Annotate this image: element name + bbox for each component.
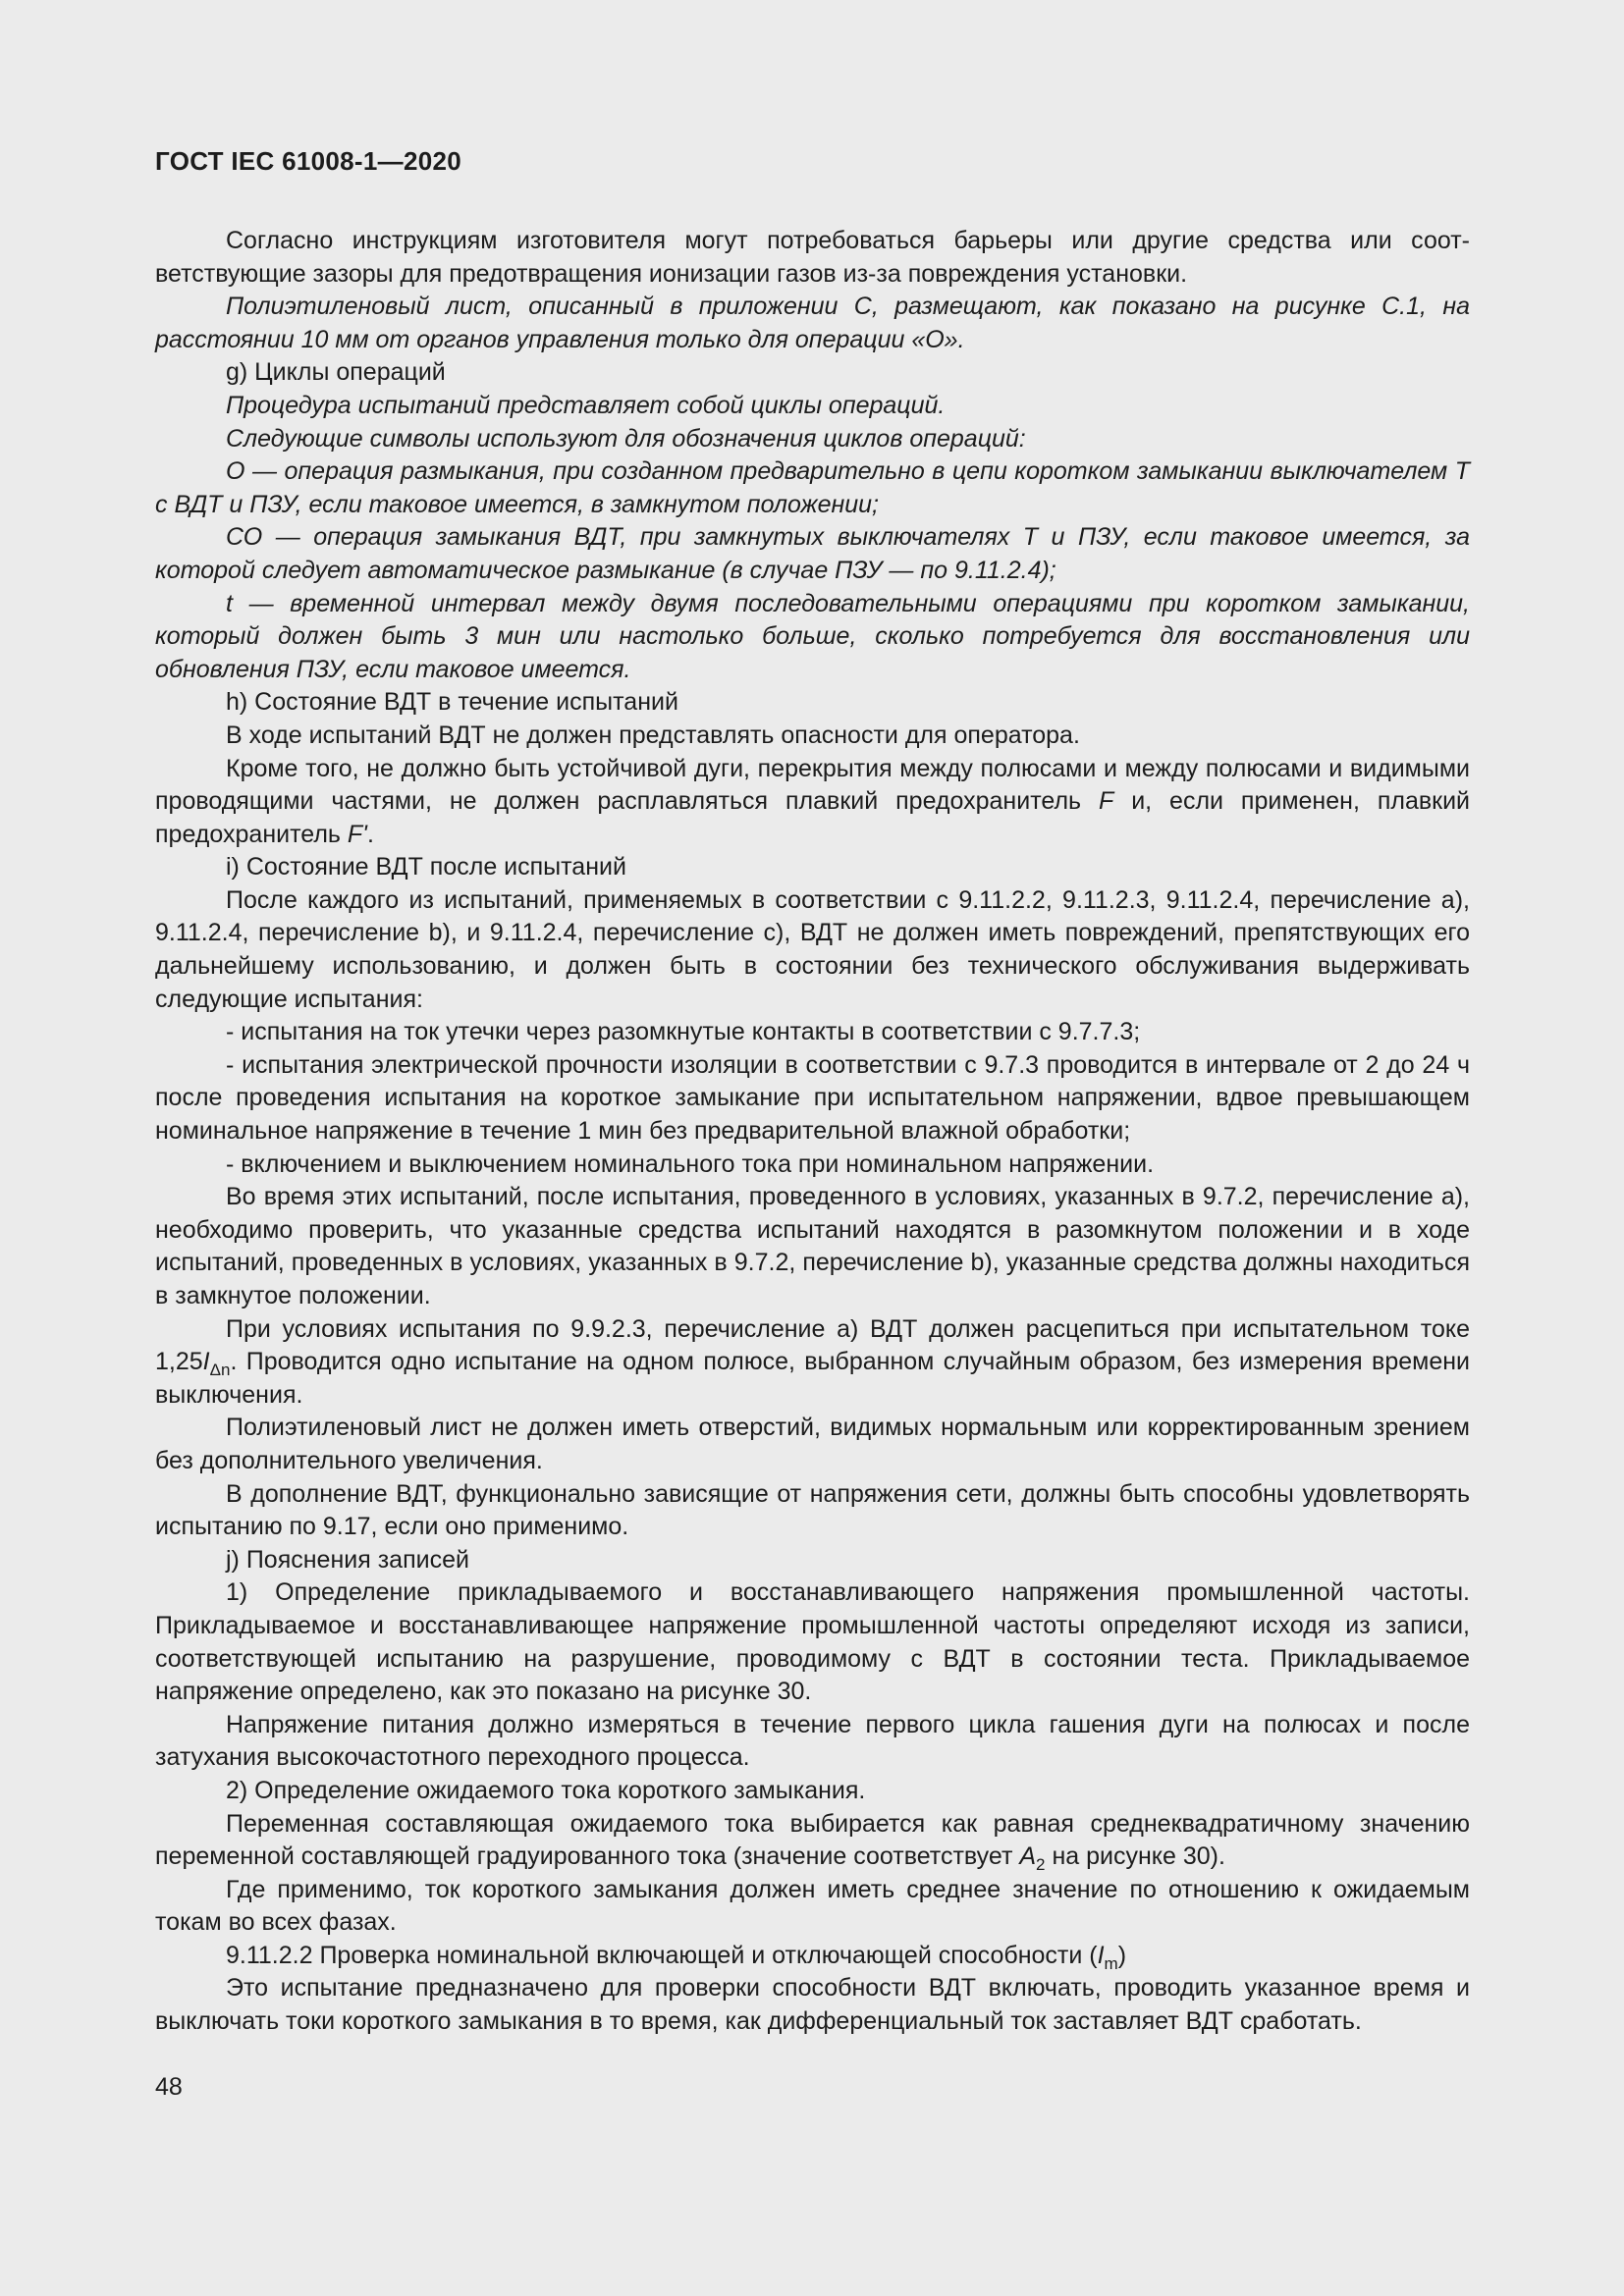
section-heading: i) Состояние ВДТ после испытаний [226,853,626,881]
paragraph: После каждого из испытаний, применяемых в соответствии с 9.11.2.2, 9.11.2.3, 9.11.2.4, перечисление а), 9.11.2.4, перечисление b), и 9.11.2.4, перечисление с), ВДТ не должен иметь повреждений, препятствующих его дальнейшему использованию, и должен быть в состоянии без технического обслуживания выдерживать следующие испытания: [155,885,1470,1013]
paragraph: Во время этих испытаний, после испытания, проведенного в условиях, указанных в 9.7.2, перечисление а), необходимо проверить, что указанные средства испытаний находятся в разомкнутом положении и в ходе испытаний, проведенных в условиях, указанных в 9.7.2, перечисление b), указанные средства должны находиться в замкнутое положении. [155,1183,1470,1309]
symbol-i: I [202,1348,210,1376]
subscript: 2 [1036,1855,1046,1875]
text-run: Кроме того, не должно быть устойчивой дуги, перекрытия между полюсами и между полюсами и видимыми проводящими частями, не должен расплавляться плавкий предохранитель [155,754,1470,816]
symbol-i: I [1097,1941,1105,1969]
list-item: - испытания на ток утечки через разомкнутые контакты в соответствии с 9.7.7.3; [226,1018,1141,1046]
paragraph: t — временной интервал между двумя последовательными операциями при коротком замыкании, который должен быть 3 мин или настолько больше, сколько потребуется для восстановления или обновления ПЗУ, если таковое имеется. [155,589,1470,683]
symbol-a: A [1019,1842,1037,1871]
text-run: . Проводится одно испытание на одном полюсе, выбранном случайным образом, без измерения времени выключения. [155,1348,1470,1409]
paragraph: Полиэтиленовый лист не должен иметь отверстий, видимых нормальным или корректированным зрением без дополнительного увеличения. [155,1414,1470,1474]
paragraph: Полиэтиленовый лист, описанный в приложении С, размещают, как показано на рисунке С.1, на расстоянии 10 мм от органов управления только для операции «О». [155,293,1470,353]
paragraph: 1) Определение прикладываемого и восстанавливающего напряжения промышленной частоты. Прикладываемое и восстанавливающее напряжение промышленной частоты определяют исходя из записи, соответствующей испытанию на разрушение, проводимому с ВДТ в состоянии теста. Прикладываемое напряжение определено, как это показано на рисунке 30. [155,1578,1470,1706]
subscript: Δn [209,1361,231,1380]
list-item: - включением и выключением номинального тока при номинальном напряжении. [226,1149,1155,1178]
symbol-f-prime: F' [347,820,367,848]
section-heading: h) Состояние ВДТ в течение испытаний [226,688,678,717]
paragraph: Согласно инструкциям изготовителя могут потребоваться барьеры или другие средства или соответствующие зазоры для предотвращения ионизации газов из-за повреждения установки. [155,227,1470,288]
text-run: . [366,820,374,848]
paragraph: Где применимо, ток короткого замыкания должен иметь среднее значение по отношению к ожидаемым токам во всех фазах. [155,1875,1470,1937]
text-run: 9.11.2.2 Проверка номинальной включающей и отключающей способности ( [226,1941,1098,1969]
paragraph: Следующие символы используют для обозначения циклов операций: [226,424,1026,453]
text-run: на рисунке 30). [1045,1842,1225,1871]
document-header: ГОСТ IEC 61008-1—2020 [155,146,461,176]
paragraph [155,1313,1470,1413]
paragraph: 2) Определение ожидаемого тока короткого замыкания. [226,1776,866,1804]
paragraph: СО — операция замыкания ВДТ, при замкнутых выключателях Т и ПЗУ, если таковое имеется, за которой следует автоматическое размыкание (в случае ПЗУ — по 9.11.2.4); [155,523,1470,584]
paragraph [155,1808,1470,1874]
paragraph: Процедура испытаний представляет собой циклы операций. [226,391,946,419]
list-item: - испытания электрической прочности изоляции в соответствии с 9.7.3 проводится в интервале от 2 до 24 ч после проведения испытания на короткое замыкание при испытательном напряжении, вдвое превышающем номинальное напряжение в течение 1 мин без предварительной влажной обработки; [155,1050,1470,1146]
text-run: Переменная составляющая ожидаемого тока выбирается как равная среднеквадратичному значению переменной составляющей градуированного тока (значение соответствует [155,1809,1470,1871]
document-body [155,225,1470,2039]
paragraph: Это испытание предназначено для проверки способности ВДТ включать, проводить указанное время и выключать токи короткого замыкания в то время, как дифференциальный ток заставляет ВДТ сработать. [155,1974,1470,2036]
paragraph: В дополнение ВДТ, функционально зависящие от напряжения сети, должны быть способны удовлетворять испытанию по 9.17, если оно применимо. [155,1479,1470,1541]
page-number: 48 [155,2073,183,2101]
section-heading: j) Пояснения записей [226,1545,469,1574]
section-heading: g) Циклы операций [226,358,446,387]
text-run: и, если применен, плавкий предохранитель [155,787,1470,848]
text-run: ) [1117,1941,1127,1969]
text-run: При условиях испытания по 9.9.2.3, перечисление а) ВДТ должен расцепиться при испытательном токе 1,25 [155,1314,1470,1376]
paragraph: В ходе испытаний ВДТ не должен представлять опасности для оператора. [226,721,1080,749]
subscript: m [1104,1953,1118,1973]
paragraph: О — операция размыкания, при созданном предварительно в цепи коротком замыкании выключателем Т с ВДТ и ПЗУ, если таковое имеется, в замкнутом положении; [155,457,1470,518]
paragraph: Напряжение питания должно измеряться в течение первого цикла гашения дуги на полюсах и после затухания высокочастотного переходного процесса. [155,1710,1470,1772]
symbol-f: F [1099,787,1114,816]
paragraph [155,753,1470,852]
clause-heading [155,1940,1470,1973]
